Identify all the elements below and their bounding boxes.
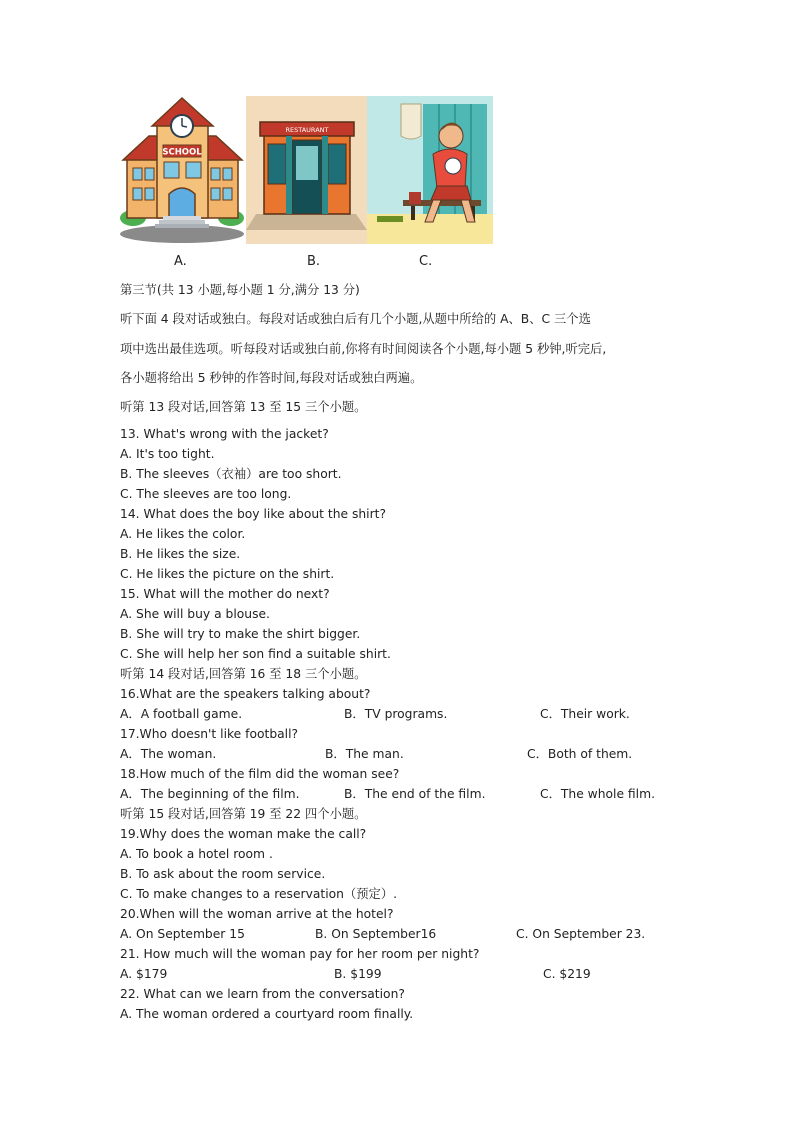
question-15-stem: 15. What will the mother do next? — [120, 587, 330, 601]
picture-options — [119, 96, 493, 244]
question-20-option-a: A. On September 15 — [120, 927, 245, 941]
school-sign-text: SCHOOL — [162, 147, 202, 158]
section-title: 第三节(共 13 小题,每小题 1 分,满分 13 分) — [120, 283, 360, 297]
question-18-option-a: A．The beginning of the film. — [120, 787, 300, 801]
question-16-option-b: B．TV programs. — [344, 707, 448, 721]
option-c-label: C. — [419, 254, 433, 269]
question-20-stem: 20.When will the woman arrive at the hotel? — [120, 907, 394, 921]
question-14-option-b: B. He likes the size. — [120, 547, 241, 561]
question-22-stem: 22. What can we learn from the conversation? — [120, 987, 405, 1001]
dialog-13-heading: 听第 13 段对话,回答第 13 至 15 三个小题。 — [120, 400, 367, 414]
question-20-option-c: C. On September 23. — [516, 927, 646, 941]
restaurant-picture — [246, 96, 367, 244]
question-18-option-c: C．The whole film. — [540, 787, 655, 801]
question-13-option-c: C. The sleeves are too long. — [120, 487, 292, 501]
question-15-option-b: B. She will try to make the shirt bigger. — [120, 627, 361, 641]
question-15-option-c: C. She will help her son find a suitable shirt. — [120, 647, 391, 661]
question-17-option-c: C．Both of them. — [527, 747, 633, 761]
question-14-option-a: A. He likes the color. — [120, 527, 246, 541]
question-13-option-a: A. It's too tight. — [120, 447, 215, 461]
question-18-stem: 18.How much of the film did the woman see? — [120, 767, 400, 781]
question-21-stem: 21. How much will the woman pay for her room per night? — [120, 947, 480, 961]
dialog-15-heading: 听第 15 段对话,回答第 19 至 22 四个小题。 — [120, 807, 367, 821]
question-19-option-a: A. To book a hotel room . — [120, 847, 273, 861]
question-19-option-b: B. To ask about the room service. — [120, 867, 326, 881]
question-17-option-a: A．The woman. — [120, 747, 217, 761]
question-13-stem: 13. What's wrong with the jacket? — [120, 427, 329, 441]
question-15-option-a: A. She will buy a blouse. — [120, 607, 270, 621]
question-19-stem: 19.Why does the woman make the call? — [120, 827, 367, 841]
question-16-option-c: C．Their work. — [540, 707, 630, 721]
instructions-line-3: 各小题将给出 5 秒钟的作答时间,每段对话或独白两遍。 — [120, 371, 423, 385]
question-14-stem: 14. What does the boy like about the shirt? — [120, 507, 386, 521]
school-picture — [119, 96, 246, 244]
gym-picture — [367, 96, 493, 244]
question-21-option-b: B. $199 — [334, 967, 382, 981]
restaurant-sign-text: RESTAURANT — [285, 126, 329, 134]
question-16-stem: 16.What are the speakers talking about? — [120, 687, 371, 701]
question-22-option-a: A. The woman ordered a courtyard room finally. — [120, 1007, 414, 1021]
dialog-14-heading: 听第 14 段对话,回答第 16 至 18 三个小题。 — [120, 667, 367, 681]
question-14-option-c: C. He likes the picture on the shirt. — [120, 567, 335, 581]
option-b-label: B. — [307, 254, 321, 269]
question-16-option-a: A．A football game. — [120, 707, 243, 721]
option-a-label: A. — [174, 254, 187, 269]
question-13-option-b: B. The sleeves（衣袖）are too short. — [120, 467, 342, 481]
instructions-line-1: 听下面 4 段对话或独白。每段对话或独白后有几个小题,从题中所给的 A、B、C 三个选 — [120, 312, 591, 326]
question-17-stem: 17.Who doesn't like football? — [120, 727, 299, 741]
question-17-option-b: B．The man. — [325, 747, 404, 761]
question-21-option-a: A. $179 — [120, 967, 168, 981]
question-18-option-b: B．The end of the film. — [344, 787, 486, 801]
question-21-option-c: C. $219 — [543, 967, 591, 981]
question-20-option-b: B. On September16 — [315, 927, 437, 941]
question-19-option-c: C. To make changes to a reservation（预定）. — [120, 887, 398, 901]
instructions-line-2: 项中选出最佳选项。听每段对话或独白前,你将有时间阅读各个小题,每小题 5 秒钟,听完后, — [120, 342, 607, 356]
